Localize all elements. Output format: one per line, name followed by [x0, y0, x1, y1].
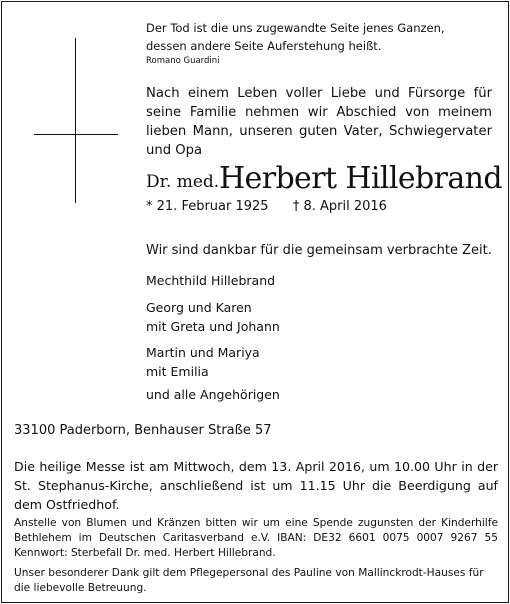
cross-icon-horizontal: [34, 134, 118, 135]
obituary-notice: [1, 1, 509, 603]
donation-text: Anstelle von Blumen und Kränzen bitten wir um eine Spende zugunsten der Kinderhilfe Bethlehem im Deutschen Caritasverband e.V. IBAN: DE32 6601 0075 0007 9267 55 Kennwort: Sterbefall Dr. med. Herbert Hillebrand.: [14, 517, 498, 559]
mourner-entry: [146, 343, 260, 381]
deceased-title: Dr. med.: [146, 172, 220, 192]
funeral-mass-text: Die heilige Messe ist am Mittwoch, dem 13. April 2016, um 10.00 Uhr in der St. Stephanus-Kirche, anschließend ist um 11.15 Uhr die Beerdigung auf dem Ostfriedhof.: [14, 459, 498, 512]
mourner-entry: [146, 385, 280, 404]
mourner-entry: [146, 271, 275, 290]
mourner-line: mit Emilia: [146, 364, 209, 379]
mourner-entry: [146, 298, 280, 336]
mourner-line: Martin und Mariya: [146, 345, 260, 360]
mourner-line: Georg und Karen: [146, 300, 252, 315]
life-dates: [146, 199, 387, 214]
quote: [146, 19, 445, 55]
quote-line-1: Der Tod ist die uns zugewandte Seite jenes Ganzen,: [146, 21, 445, 35]
family-address: 33100 Paderborn, Benhauser Straße 57: [14, 423, 272, 438]
mourner-line: und alle Angehörigen: [146, 387, 280, 402]
thanks-text: Wir sind dankbar für die gemeinsam verbrachte Zeit.: [146, 243, 492, 258]
cross-icon-vertical: [75, 38, 76, 203]
quote-author: Romano Guardini: [146, 56, 220, 66]
birth-date: * 21. Februar 1925: [146, 199, 269, 214]
gratitude-text: Unser besonderer Dank gilt dem Pflegepersonal des Pauline von Mallinckrodt-Hauses für die liebevolle Betreuung.: [14, 567, 484, 594]
mourner-line: Mechthild Hillebrand: [146, 273, 276, 288]
quote-line-2: dessen andere Seite Auferstehung heißt.: [146, 39, 382, 53]
death-date: † 8. April 2016: [292, 199, 387, 214]
deceased-name: Herbert Hillebrand: [219, 161, 503, 196]
mourner-line: mit Greta und Johann: [146, 319, 280, 334]
intro-text: Nach einem Leben voller Liebe und Fürsorge für seine Familie nehmen wir Abschied von meinem lieben Mann, unseren guten Vater, Schwiegervater und Opa: [146, 86, 492, 158]
